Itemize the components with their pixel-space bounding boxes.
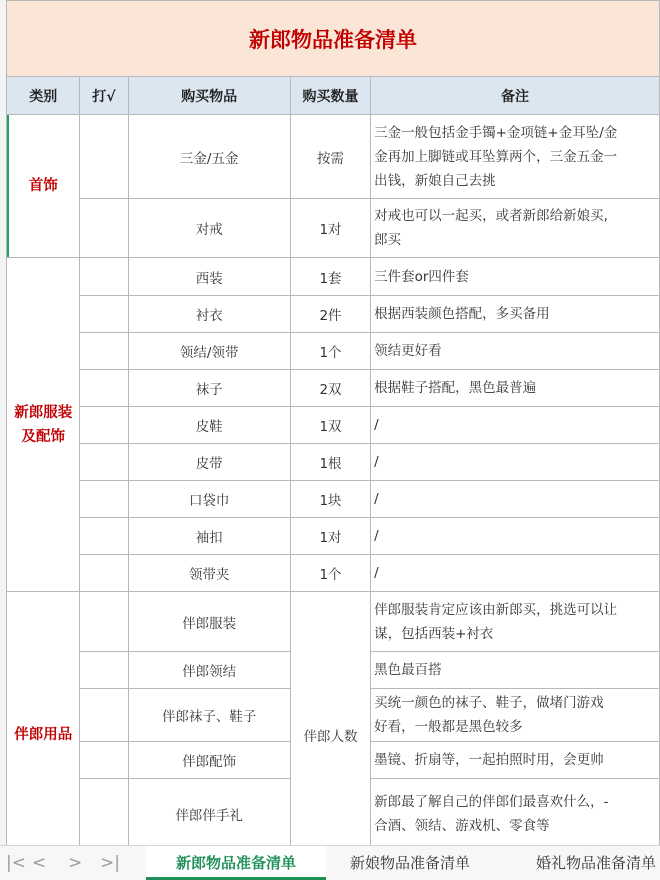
quantity-cell[interactable]: 2件: [290, 296, 370, 333]
note-cell[interactable]: [371, 689, 660, 742]
tab-bride-checklist[interactable]: 新娘物品准备清单: [350, 854, 471, 872]
header-item[interactable]: 购买物品: [128, 77, 290, 115]
checklist-table: [6, 0, 660, 845]
item-cell[interactable]: 伴郎服装: [128, 592, 290, 652]
quantity-cell[interactable]: 1根: [290, 444, 370, 481]
item-cell[interactable]: 西装: [128, 258, 290, 296]
note-cell[interactable]: [371, 115, 660, 199]
category-jewelry[interactable]: 首饰: [7, 115, 80, 258]
table-row: [7, 333, 660, 370]
quantity-cell[interactable]: 1套: [290, 258, 370, 296]
note-cell[interactable]: 根据鞋子搭配，黑色最普遍: [371, 370, 660, 407]
first-sheet-nav-icon[interactable]: |<: [6, 853, 26, 873]
next-sheet-nav-icon[interactable]: >: [68, 853, 83, 873]
item-cell[interactable]: 袜子: [128, 370, 290, 407]
check-cell[interactable]: [80, 115, 128, 199]
note-line: 买统一颜色的袜子、鞋子，做堵门游戏: [374, 695, 604, 711]
item-cell[interactable]: 口袋巾: [128, 481, 290, 518]
quantity-cell[interactable]: 按需: [290, 115, 370, 199]
check-cell[interactable]: [80, 407, 128, 444]
check-cell[interactable]: [80, 555, 128, 592]
note-line: 新郎最了解自己的伴郎们最喜欢什么，-: [374, 793, 609, 810]
header-quantity[interactable]: 购买数量: [290, 77, 370, 115]
table-row: [7, 115, 660, 199]
note-cell[interactable]: 三件套or四件套: [371, 258, 660, 296]
item-cell[interactable]: 领带夹: [128, 555, 290, 592]
quantity-cell[interactable]: 2双: [290, 370, 370, 407]
check-cell[interactable]: [80, 689, 128, 742]
table-row: [7, 296, 660, 333]
table-row: [7, 407, 660, 444]
item-cell[interactable]: 袖扣: [128, 518, 290, 555]
note-cell[interactable]: /: [371, 481, 660, 518]
note-cell[interactable]: [371, 199, 660, 258]
item-cell[interactable]: 对戒: [128, 199, 290, 258]
tab-groom-checklist[interactable]: 新郎物品准备清单: [146, 846, 326, 880]
category-groomsmen[interactable]: 伴郎用品: [7, 592, 80, 846]
tab-wedding-checklist[interactable]: 婚礼物品准备清单: [536, 854, 657, 872]
check-cell[interactable]: [80, 199, 128, 258]
table-row: [7, 592, 660, 652]
item-cell[interactable]: 三金/五金: [128, 115, 290, 199]
category-groom-clothing[interactable]: [7, 258, 80, 592]
note-line: 郎买: [374, 232, 402, 248]
check-cell[interactable]: [80, 652, 128, 689]
table-row: [7, 370, 660, 407]
item-cell[interactable]: 皮带: [128, 444, 290, 481]
note-cell[interactable]: [371, 592, 660, 652]
note-cell[interactable]: [371, 779, 660, 846]
prev-sheet-nav-icon[interactable]: <: [32, 853, 47, 873]
note-cell[interactable]: 领结更好看: [371, 333, 660, 370]
quantity-cell[interactable]: 1块: [290, 481, 370, 518]
check-cell[interactable]: [80, 779, 128, 846]
note-cell[interactable]: 黑色最百搭: [371, 652, 660, 689]
table-row: [7, 555, 660, 592]
check-cell[interactable]: [80, 258, 128, 296]
header-note[interactable]: 备注: [371, 77, 660, 115]
note-cell[interactable]: /: [371, 444, 660, 481]
note-cell[interactable]: 根据西装颜色搭配，多买备用: [371, 296, 660, 333]
note-line: 伴郎服装肯定应该由新郎买，挑选可以让: [374, 601, 618, 618]
quantity-cell[interactable]: 1双: [290, 407, 370, 444]
check-cell[interactable]: [80, 370, 128, 407]
header-category[interactable]: 类别: [7, 77, 80, 115]
note-cell[interactable]: /: [371, 555, 660, 592]
quantity-cell-groomsmen[interactable]: 伴郎人数: [290, 592, 370, 846]
table-row: [7, 258, 660, 296]
item-cell[interactable]: 伴郎伴手礼: [128, 779, 290, 846]
item-cell[interactable]: 衬衣: [128, 296, 290, 333]
header-check[interactable]: 打√: [80, 77, 128, 115]
table-row: [7, 444, 660, 481]
check-cell[interactable]: [80, 333, 128, 370]
table-row: [7, 199, 660, 258]
check-cell[interactable]: [80, 444, 128, 481]
note-line: 三金一般包括金手镯+金项链+金耳坠/金: [374, 124, 618, 141]
category-label-line: 新郎服装: [14, 404, 73, 421]
item-cell[interactable]: 伴郎领结: [128, 652, 290, 689]
check-cell[interactable]: [80, 481, 128, 518]
quantity-cell[interactable]: 1个: [290, 555, 370, 592]
item-cell[interactable]: 伴郎配饰: [128, 742, 290, 779]
note-line: 对戒也可以一起买，或者新郎给新娘买,: [374, 208, 608, 224]
quantity-cell[interactable]: 1对: [290, 518, 370, 555]
item-cell[interactable]: 领结/领带: [128, 333, 290, 370]
table-row: [7, 481, 660, 518]
note-cell[interactable]: /: [371, 407, 660, 444]
note-line: 金再加上脚链或耳坠算两个，三金五金一: [374, 148, 618, 165]
check-cell[interactable]: [80, 592, 128, 652]
quantity-cell[interactable]: 1个: [290, 333, 370, 370]
check-cell[interactable]: [80, 742, 128, 779]
quantity-cell[interactable]: 1对: [290, 199, 370, 258]
note-line: 好看，一般都是黑色较多: [374, 719, 523, 735]
note-line: 出钱，新娘自己去挑: [374, 172, 496, 189]
category-label-line: 及配饰: [21, 428, 65, 445]
sheet-title[interactable]: 新郎物品准备清单: [7, 1, 660, 77]
item-cell[interactable]: 皮鞋: [128, 407, 290, 444]
last-sheet-nav-icon[interactable]: >|: [100, 853, 120, 873]
note-cell[interactable]: 墨镜、折扇等，一起拍照时用，会更帅: [371, 742, 660, 779]
table-row: [7, 518, 660, 555]
note-cell[interactable]: /: [371, 518, 660, 555]
check-cell[interactable]: [80, 296, 128, 333]
sheet-tab-bar: [0, 845, 660, 880]
note-line: 谋，包括西装+衬衣: [374, 625, 494, 642]
check-cell[interactable]: [80, 518, 128, 555]
note-line: 合酒、领结、游戏机、零食等: [374, 817, 550, 834]
item-cell[interactable]: 伴郎袜子、鞋子: [128, 689, 290, 742]
